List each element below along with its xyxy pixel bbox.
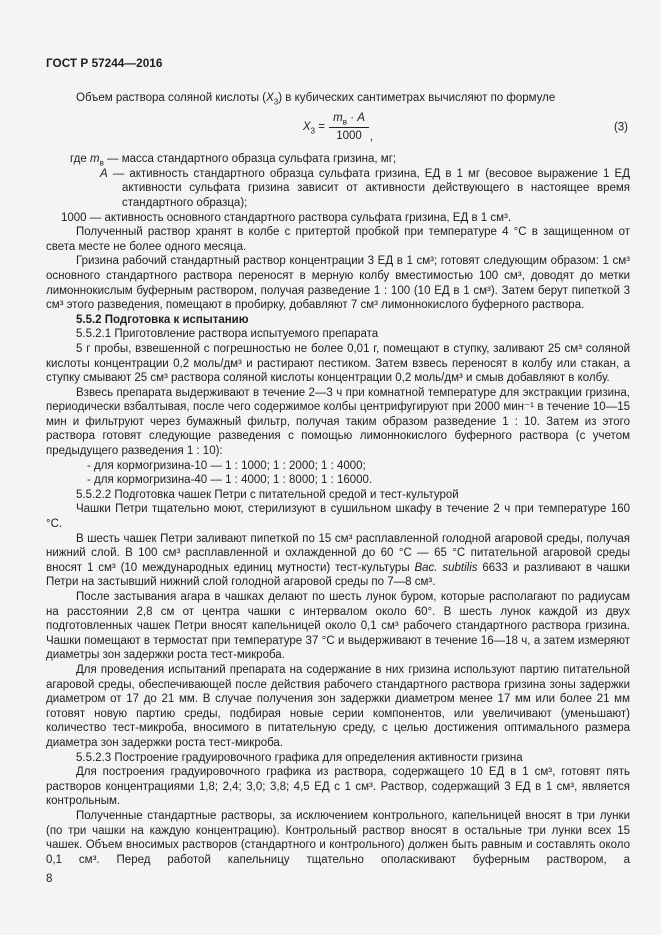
heading-5-5-2-2	[46, 488, 630, 503]
formula-lhs-var: X	[302, 121, 311, 134]
text-run: - для кормогризина-40 — 1 : 4000; 1 : 8000; 1 : 16000.	[87, 474, 373, 487]
text-run: В шесть чашек Петри заливают пипеткой по 15 см³ расплавленной голодной агаровой среды, получая нижний слой. В 100 см³ расплавленной и охлажденной до 60 °С — 65 °С питательной агаровой среды вносят 1 см³ (10 международных единиц мутности) тест-культуры	[46, 532, 630, 574]
formula-intro-paragraph	[46, 91, 630, 106]
text-run: 5.5.2.1 Приготовление раствора испытуемого препарата	[76, 328, 379, 341]
calibration-solutions-paragraph	[46, 765, 630, 809]
text-run: 5.5.2.3 Построение градуировочного графика для определения активности гризина	[76, 751, 523, 764]
wells-paragraph	[46, 590, 630, 663]
formula-number: (3)	[613, 121, 628, 134]
suspension-paragraph	[46, 386, 630, 459]
formula-fraction	[329, 111, 369, 143]
text-run: 5 г пробы, взвешенной с погрешностью не более 0,01 г, помещают в ступку, заливают 25 см³ соляной кислоты концентрации 0,2 моль/дм³ и растирают пестиком. Затем взвесь переносят в колбу или стакан, а ступку смывают 25 см³ раствора соляной кислоты концентрации 0,2 моль/дм³ и смыв добавляют в колбу.	[46, 342, 630, 385]
formula-num-var1: m	[333, 112, 343, 125]
formula-denominator: 1000	[336, 129, 362, 142]
text-run: ) в кубических сантиметрах вычисляют по формуле	[278, 91, 556, 104]
text-run: Для проведения испытаний препарата на содержание в них гризина используют партию питательной агаровой среды, обеспечивающей после действия рабочего стандартного раствора гризина зоны задержки диаметром от 17 до 21 мм. В случае получения зон задержки диаметром менее 17 мм или более 21 мм готовят новую партию среды, подбирая новые серии компонентов, или увеличивают (уменьшают) количество тест-микроба, вносимого в питательную среду, с целью достижения оптимального размера диаметра зон задержки роста тест-микроба.	[46, 663, 630, 749]
petri-wash-paragraph	[46, 502, 630, 531]
text-run: 3	[273, 96, 279, 106]
formula-comma: ,	[369, 131, 374, 144]
formula-numerator	[329, 111, 369, 128]
page-number: 8	[46, 873, 53, 886]
text-run: 5.5.2 Подготовка к испытанию	[76, 313, 249, 326]
agar-medium-paragraph	[46, 532, 630, 590]
text-run: где	[70, 153, 90, 166]
heading-5-5-2	[46, 313, 630, 328]
definition-a	[46, 167, 630, 211]
text-run: Для построения градуировочного графика из раствора, содержащего 10 ЕД в 1 см³, готовят пять растворов концентрациями 1,8; 2,4; 3,0; 3,8; 4,5 ЕД с 1 см³. Раствор, содержащий 3 ЕД в 1 см³, является контрольным.	[46, 766, 630, 808]
text-run: 6633 и разливают в чашки Петри на застывший нижний слой голодной агаровой среды по 7—8 см³.	[46, 561, 630, 589]
storage-paragraph	[46, 225, 630, 254]
text-run: Bac. subtilis	[414, 561, 478, 574]
text-run: - для кормогризина-10 — 1 : 1000; 1 : 2000; 1 : 4000;	[87, 459, 366, 472]
text-run: 5.5.2.2 Подготовка чашек Петри с питательной средой и тест-культурой	[76, 488, 459, 501]
text-run: m	[89, 153, 100, 166]
formula-num-dot: ·	[347, 112, 358, 125]
heading-5-5-2-3	[46, 751, 630, 766]
sample-preparation-paragraph	[46, 342, 630, 386]
working-solution-paragraph	[46, 254, 630, 312]
text-run: Взвесь препарата выдерживают в течение 2—3 ч при комнатной температуре для экстракции гризина, периодически взбалтывая, после чего содержимое колбы центрифугируют при 2000 мин⁻¹ в течение 10—15 мин и фильтруют через бумажный фильтр, получая таким образом разведение 1 : 10. Затем из этого раствора готовят следующие разведения с помощью лимоннокислого буферного раствора (с учетом предыдущего разведения 1 : 10):	[46, 386, 630, 458]
page-text-area	[46, 56, 630, 887]
where-clause	[46, 152, 630, 167]
text-run: А	[100, 167, 108, 180]
formula-num-sub: в	[342, 117, 348, 127]
heading-5-5-2-1	[46, 327, 630, 342]
formula-equals: =	[315, 121, 329, 134]
formula-3-row	[46, 110, 630, 146]
document-header: ГОСТ Р 57244—2016	[46, 56, 163, 70]
text-run: X	[266, 91, 274, 104]
text-run: — активность стандартного образца сульфата гризина, ЕД в 1 мг (весовое выражение 1 ЕД активности сульфата гризина зависит от активности действующего в настоящее время стандартного образца);	[107, 167, 630, 209]
text-run: в	[99, 158, 104, 168]
dilution-item-kormogrizin-10	[46, 459, 630, 474]
text-run: — масса стандартного образца сульфата гризина, мг;	[103, 153, 397, 166]
formula-num-var2: A	[357, 112, 365, 125]
text-run: После застывания агара в чашках делают по шесть лунок буром, которые располагают по радиусам на расстоянии 2,8 см от центра чашки с интервалом около 60°. В шесть лунок каждой из двух подготовленных чашек Петри вносят капельницей около 0,1 см³ рабочего стандартного раствора гризина. Чашки помещают в термостат при температуре 37 °С и выдерживают в течение 16—18 ч, а затем измеряют диаметры зон задержки роста тест-микроба.	[46, 591, 630, 662]
document-content	[46, 91, 630, 868]
standard-solutions-paragraph	[46, 809, 630, 867]
text-run: Гризина рабочий стандартный раствор концентрации 3 ЕД в 1 см³; готовят следующим образом: 1 см³ основного стандартного раствора переносят в мерную колбу вместимостью 100 см³, доводят до метки лимоннокислым буферным раствором, получая разведение 1 : 100 (10 ЕД в 1 см³). Затем берут пипеткой 3 см³ этого разведения, помещают в пробирку, добавляют 7 см³ лимоннокислого буферного раствора.	[46, 255, 630, 312]
formula-3	[46, 111, 630, 145]
text-run: 1000 — активность основного стандартного раствора сульфата гризина, ЕД в 1 см³.	[61, 211, 512, 224]
text-run: Полученный раствор хранят в колбе с притертой пробкой при температуре 4 °С в защищенном от света месте не более одного месяца.	[46, 226, 630, 253]
formula-lhs-sub: 3	[310, 126, 316, 136]
dilution-item-kormogrizin-40	[46, 473, 630, 488]
text-run: Чашки Петри тщательно моют, стерилизуют в сушильном шкафу в течение 2 ч при температуре 160 °С.	[46, 503, 630, 531]
definition-1000	[46, 211, 630, 226]
text-run: Полученные стандартные растворы, за исключением контрольного, капельницей вносят в три лунки (по три чашки на каждую концентрацию). Контрольный раствор вносят в остальные три лунки всех 15 чашек. Объем вносимых растворов (стандартного и контрольного) должен быть равным и составлять около 0,1 см³. Перед работой капельницу тщательно ополаскивают буферным раствором, а	[46, 809, 630, 866]
medium-batch-paragraph	[46, 663, 630, 751]
text-run: Объем раствора соляной кислоты (	[76, 91, 267, 104]
